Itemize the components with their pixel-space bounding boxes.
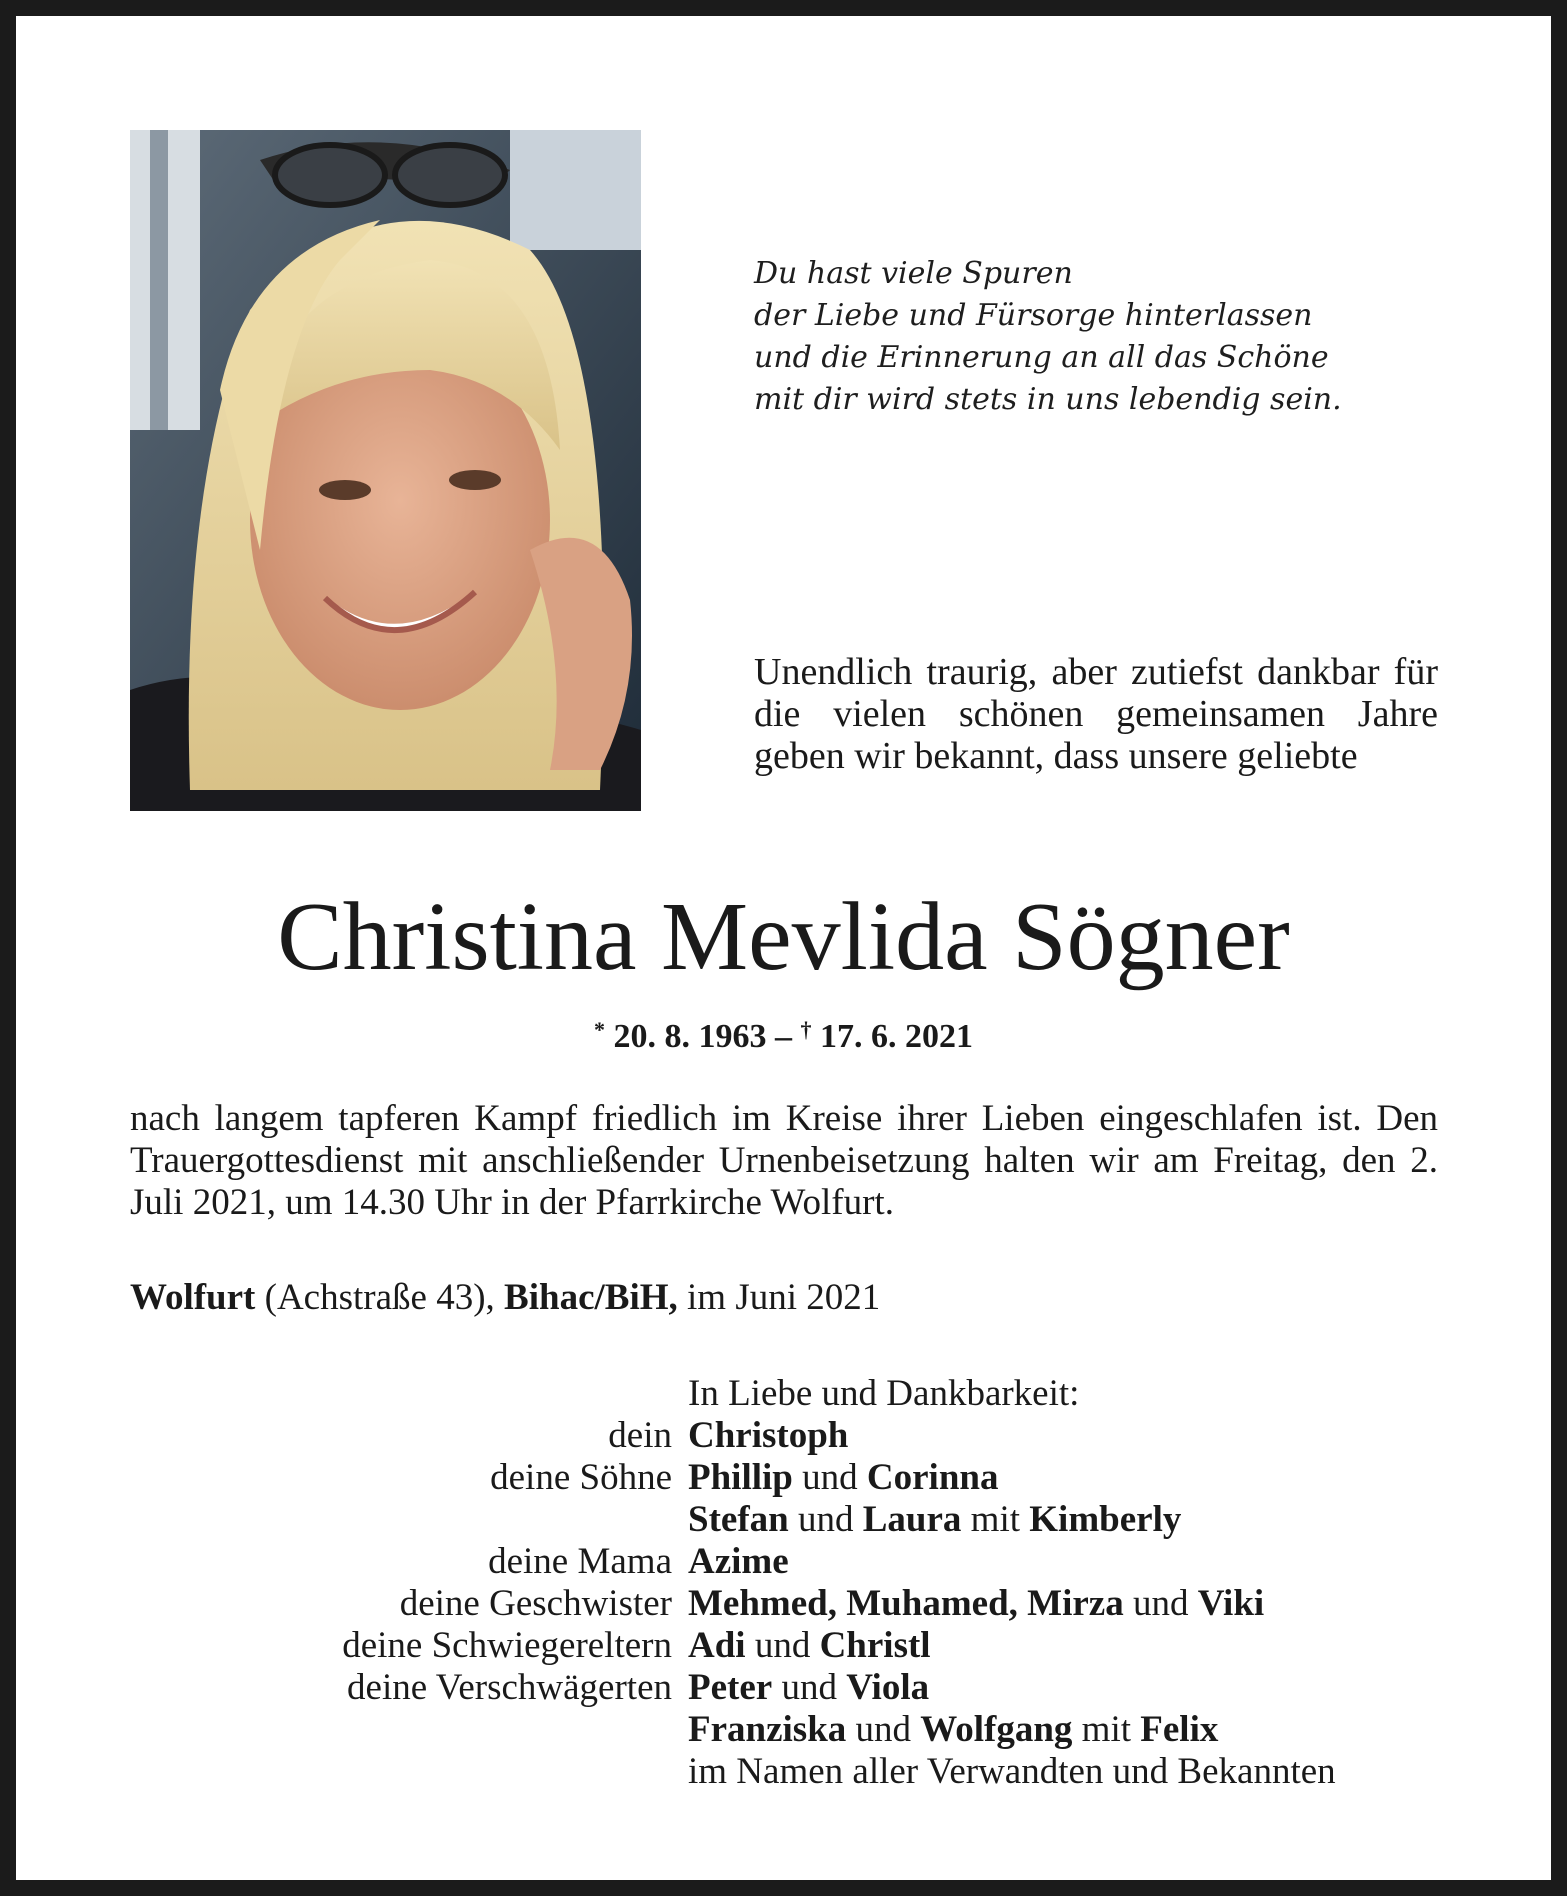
mourner-name: Phillip [688, 1457, 793, 1498]
death-date: 17. 6. 2021 [820, 1018, 973, 1055]
mourner-name: Wolfgang [920, 1709, 1073, 1750]
mourner-connector: mit [1072, 1709, 1141, 1750]
mourner-name: Christl [819, 1625, 931, 1666]
mourner-names [688, 1751, 1336, 1793]
mourner-relation: deine Geschwister [399, 1583, 672, 1624]
mourner-name: Mehmed, Muhamed, Mirza [688, 1583, 1124, 1624]
memorial-poem [754, 253, 1342, 421]
mourner-relation: deine Söhne [490, 1457, 672, 1498]
mourner-connector: und [1123, 1583, 1198, 1624]
poem-line: Du hast viele Spuren [754, 256, 1073, 291]
mourner-row [0, 1751, 1567, 1793]
place-town-2: Bihac/BiH, [504, 1277, 678, 1318]
poem-line: mit dir wird stets in uns lebendig sein. [754, 382, 1342, 417]
mourner-relation: deine Schwiegereltern [342, 1625, 672, 1666]
mourner-name: Franziska [688, 1709, 847, 1750]
mourner-row [0, 1667, 1567, 1709]
mourner-name: Viki [1197, 1583, 1265, 1624]
signoff-heading-row [0, 1373, 1567, 1415]
mourner-row [0, 1583, 1567, 1625]
mourner-names [688, 1457, 998, 1499]
mourner-connector: und [788, 1499, 863, 1540]
mourner-names [688, 1667, 929, 1709]
announcement-intro: Unendlich traurig, aber zutiefst dankbar für die vielen schönen gemeinsamen Jahre geben wir bekannt, dass unsere geliebte [754, 651, 1438, 777]
mourner-name: Laura [862, 1499, 962, 1540]
mourner-name: Peter [688, 1667, 773, 1708]
life-dates [0, 1008, 1567, 1059]
mourner-connector: und [745, 1625, 820, 1666]
deceased-name: Christina Mevlida Sögner [277, 883, 1290, 991]
mourner-connector: und [792, 1457, 867, 1498]
mourner-names [688, 1499, 1181, 1541]
mourner-names [688, 1583, 1264, 1625]
portrait-illustration [130, 130, 641, 811]
mourner-connector: und [846, 1709, 921, 1750]
mourners-list [0, 1373, 1567, 1793]
mourner-relation: dein [608, 1415, 672, 1456]
place-town: Wolfurt [130, 1277, 256, 1318]
mourner-name: Stefan [688, 1499, 789, 1540]
mourner-connector: mit [961, 1499, 1030, 1540]
poem-line: und die Erinnerung an all das Schöne [754, 340, 1329, 375]
portrait-photo [130, 130, 641, 811]
mourner-names [688, 1541, 789, 1583]
mourner-name: Felix [1140, 1709, 1219, 1750]
funeral-announcement: nach langem tapferen Kampf friedlich im Kreise ihrer Lieben eingeschlafen ist. Den Trauergottesdienst mit anschließender Urnenbeisetzung halten wir am Freitag, den 2. Juli 2021, um 14.30 Uhr in der Pfarrkirche Wolfurt. [130, 1098, 1438, 1223]
poem-line: der Liebe und Fürsorge hinterlassen [754, 298, 1313, 333]
mourner-name: Corinna [866, 1457, 999, 1498]
date-dash: – [766, 1018, 801, 1055]
mourner-connector: im Namen aller Verwandten und Bekannten [688, 1751, 1336, 1792]
mourner-names [688, 1709, 1218, 1751]
mourner-relation: deine Verschwägerten [347, 1667, 672, 1708]
mourner-connector: und [772, 1667, 847, 1708]
place-and-date [130, 1277, 880, 1319]
mourner-row [0, 1499, 1567, 1541]
mourner-row [0, 1415, 1567, 1457]
birth-symbol: * [594, 1017, 605, 1042]
mourner-row [0, 1457, 1567, 1499]
death-symbol: † [800, 1017, 812, 1042]
mourner-names [688, 1625, 931, 1667]
mourner-name: Kimberly [1029, 1499, 1182, 1540]
mourner-names [688, 1415, 848, 1457]
mourner-row [0, 1709, 1567, 1751]
mourner-name: Adi [688, 1625, 746, 1666]
birth-date: 20. 8. 1963 [613, 1018, 767, 1055]
mourner-relation: deine Mama [488, 1541, 672, 1582]
mourner-row [0, 1541, 1567, 1583]
place-address: (Achstraße 43), [255, 1277, 505, 1318]
mourner-name: Christoph [688, 1415, 849, 1456]
mourner-row [0, 1625, 1567, 1667]
place-date: im Juni 2021 [677, 1277, 881, 1318]
signoff-heading: In Liebe und Dankbarkeit: [688, 1373, 1080, 1414]
mourner-name: Viola [846, 1667, 930, 1708]
mourner-name: Azime [688, 1541, 789, 1582]
